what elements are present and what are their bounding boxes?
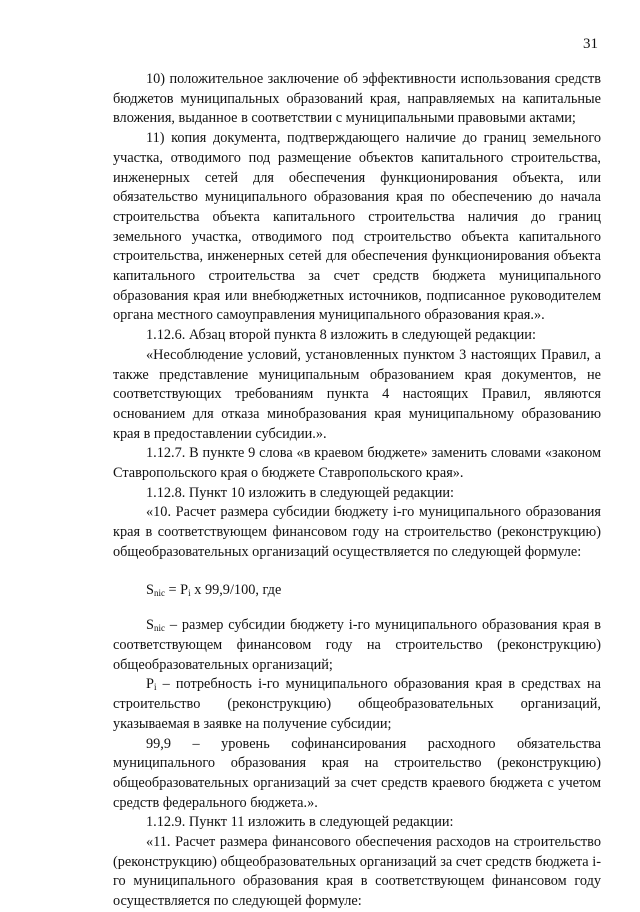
definition-subscript: i [153,682,157,693]
formula-rhs-symbol: P [180,581,189,598]
definition-symbol: S [146,617,154,634]
definition-p-i [113,675,601,734]
definition-text: – размер субсидии бюджету i-го муниципального образования края в соответствующем финансовом году на строительство (реконструкцию) общеобразовательных организаций; [113,617,601,673]
formula-rhs-subscript: i [188,587,191,598]
formula-lhs-symbol: S [146,581,154,598]
paragraph-1-12-9: 1.12.9. Пункт 11 изложить в следующей редакции: [146,814,454,831]
formula-equals: = [164,581,181,598]
paragraph-point-10: «10. Расчет размера субсидии бюджету i-го муниципального образования края в соответствующем финансовом году на строительство (реконструкцию) общеобразовательных организаций осуществляется по следующей формуле: [113,504,601,560]
definition-subscript: nic [153,623,165,634]
paragraph-1-12-8: 1.12.8. Пункт 10 изложить в следующей редакции: [146,484,455,501]
definition-text: – потребность i-го муниципального образования края в средствах на строительство (реконструкцию) общеобразовательных организаций, указываемая в заявке на получение субсидии; [113,676,601,732]
page-number: 31 [583,36,598,52]
paragraph-1-12-6: 1.12.6. Абзац второй пункта 8 изложить в следующей редакции: [146,327,536,344]
paragraph-1-12-7: 1.12.7. В пункте 9 слова «в краевом бюджете» заменить словами «законом Ставропольского края о бюджете Ставропольского края». [113,445,601,482]
paragraph-item-11: 11) копия документа, подтверждающего наличие до границ земельного участка, отводимого под размещение объектов капитального строительства, инженерных сетей для обеспечения функционирования объекта, или обязательство муниципального образования края по обеспечению до начала строительства объекта капитального строительства наличия до границ земельного участка, отводимого под строительство объекта капитального строительства, инженерных сетей для обеспечения функционирования объекта капитального строительства за счет средств бюджета муниципального образования края или внебюджетных источников, подписанное руководителем органа местного самоуправления муниципального образования края.». [113,130,601,324]
definition-symbol: P [146,676,154,693]
formula-rhs-rest: x 99,9/100, где [190,581,282,598]
paragraph-point-11: «11. Расчет размера финансового обеспечения расходов на строительство (реконструкцию) общеобразовательных организаций за счет средств бюджета i-го муниципального образования края в соответствующем финансовом году осуществляется по следующей формуле: [113,834,601,910]
formula-subsidy [113,581,601,601]
definition-s-nic [113,616,601,675]
paragraph-item-10: 10) положительное заключение об эффективности использования средств бюджетов муниципальных образований края, направляемых на капитальные вложения, выданное в соответствии с муниципальными правовыми актами; [113,71,601,127]
paragraph-quote-nonfulfillment: «Несоблюдение условий, установленных пунктом 3 настоящих Правил, а также представление муниципальным образованием края документов, не соответствующих требованиям пункта 4 настоящих Правил, являются основанием для отказа минобразования края муниципальному образованию края в предоставлении субсидии.». [113,346,601,442]
formula-lhs-subscript: nic [153,587,165,598]
document-body [113,70,601,912]
paragraph-co-financing-level: 99,9 – уровень софинансирования расходного обязательства муниципального образования края на строительство (реконструкцию) общеобразовательных организаций за счет средств краевого бюджета с учетом средств федерального бюджета.». [113,735,601,811]
